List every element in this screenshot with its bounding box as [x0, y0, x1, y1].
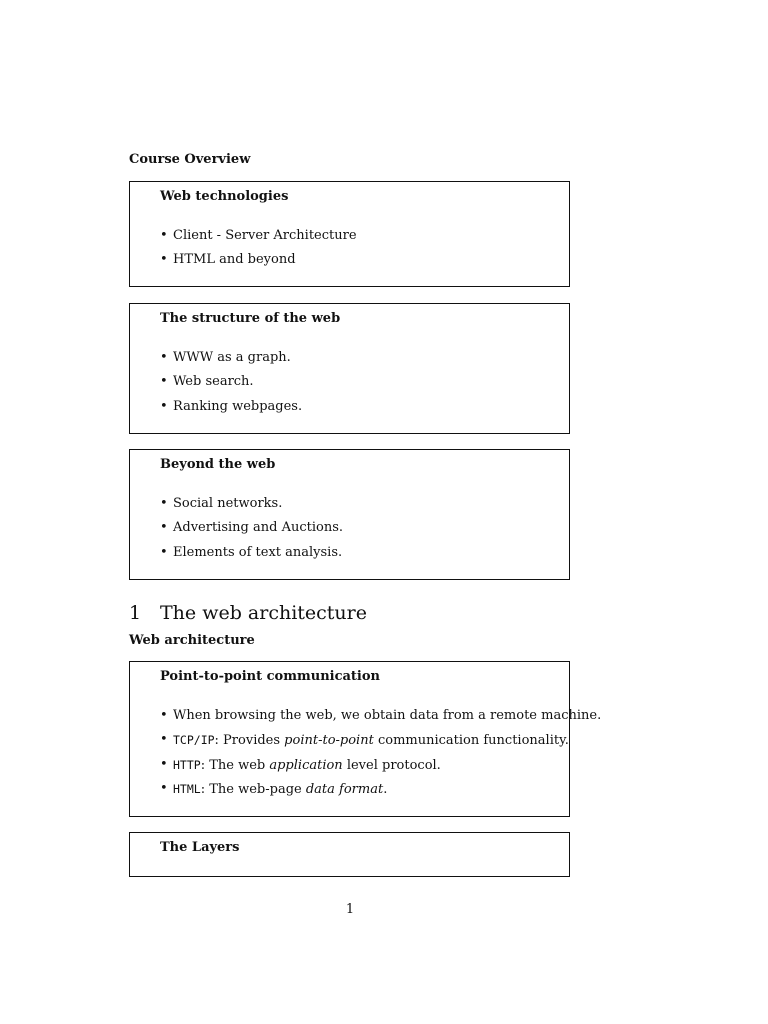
list-item-text: communication functionality. — [373, 733, 569, 749]
page-number: 1 — [345, 902, 355, 917]
code-term: HTTP — [173, 757, 201, 772]
code-term: TCP/IP — [173, 733, 215, 748]
bullet-list — [160, 228, 357, 277]
code-term: HTML — [173, 781, 201, 796]
list-item-text: : Provides — [214, 733, 285, 749]
frame-title: Web technologies — [160, 189, 289, 204]
list-item-text: : The web — [200, 757, 270, 773]
bullet-list — [160, 350, 302, 423]
web-architecture-heading: Web architecture — [129, 633, 255, 648]
list-item — [160, 228, 357, 244]
list-item — [160, 496, 343, 512]
frame-the-layers — [129, 832, 570, 877]
chapter-title: The web architecture — [160, 602, 367, 624]
frame-title: The structure of the web — [160, 311, 341, 326]
frame-beyond-the-web — [129, 449, 570, 580]
bullet-icon: • — [160, 398, 168, 414]
list-item-text: Client - Server Architecture — [173, 228, 357, 243]
chapter-heading — [129, 601, 367, 625]
frame-title: Beyond the web — [160, 457, 276, 472]
list-item — [160, 781, 601, 797]
list-item-text: Ranking webpages. — [173, 398, 303, 414]
frame-web-technologies — [129, 181, 570, 287]
list-item-text: : The web-page — [200, 781, 306, 797]
list-item — [160, 350, 302, 366]
bullet-icon: • — [160, 732, 168, 748]
list-item-text: HTML and beyond — [173, 252, 296, 268]
bullet-icon: • — [160, 374, 168, 390]
bullet-icon: • — [160, 350, 168, 365]
frame-structure-of-web — [129, 303, 570, 434]
list-item — [160, 520, 343, 536]
list-item-text: level protocol. — [342, 757, 441, 773]
list-item-text: WWW as a graph. — [173, 350, 291, 365]
list-item-text: . — [383, 781, 388, 797]
frame-title: Point-to-point communication — [160, 669, 380, 684]
bullet-list — [160, 708, 601, 805]
list-item — [160, 399, 302, 415]
emphasis-text: application — [269, 757, 343, 773]
list-item — [160, 252, 357, 268]
list-item-text: Advertising and Auctions. — [173, 520, 344, 536]
bullet-icon: • — [160, 520, 168, 536]
list-item-text: Web search. — [173, 374, 254, 390]
emphasis-text: point-to-point — [284, 733, 374, 749]
list-item-text: When browsing the web, we obtain data from a remote machine. — [173, 708, 602, 723]
bullet-icon: • — [160, 708, 168, 723]
list-item-text: Elements of text analysis. — [173, 544, 343, 560]
chapter-number: 1 — [129, 602, 142, 624]
bullet-icon: • — [160, 496, 168, 511]
bullet-icon: • — [160, 544, 168, 560]
bullet-icon: • — [160, 780, 168, 796]
bullet-icon: • — [160, 228, 168, 243]
frame-point-to-point — [129, 661, 602, 817]
emphasis-text: data format — [305, 781, 384, 797]
list-item — [160, 708, 601, 724]
bullet-icon: • — [160, 252, 168, 268]
frame-title: The Layers — [160, 840, 240, 855]
bullet-icon: • — [160, 756, 168, 772]
list-item — [160, 374, 302, 390]
list-item-text: Social networks. — [173, 496, 283, 511]
list-item — [160, 732, 601, 748]
course-overview-heading: Course Overview — [129, 152, 251, 167]
bullet-list — [160, 496, 343, 569]
list-item — [160, 545, 343, 561]
list-item — [160, 757, 601, 773]
